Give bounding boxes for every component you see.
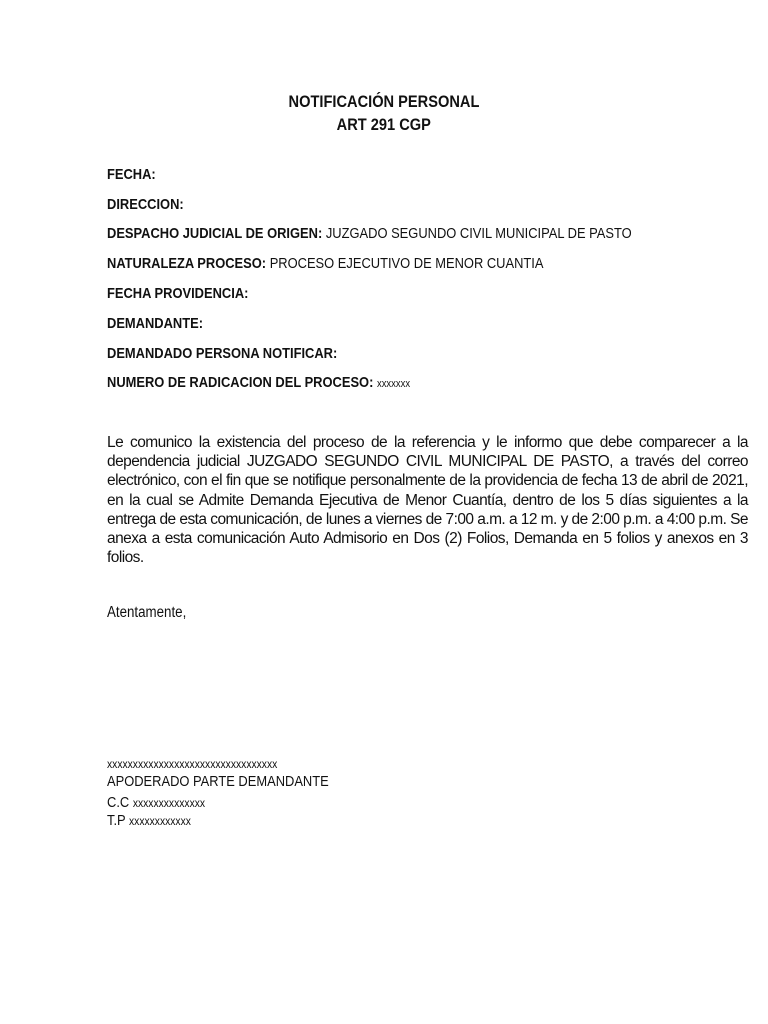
field-direccion <box>107 196 196 214</box>
signature-cc <box>107 794 221 812</box>
cc-label: C.C <box>107 794 130 811</box>
field-radicacion <box>107 374 459 393</box>
field-label: DEMANDANTE: <box>107 315 204 332</box>
title-line-1: NOTIFICACIÓN PERSONAL <box>288 92 480 111</box>
field-demandado <box>107 345 375 363</box>
tp-label: T.P <box>107 812 126 829</box>
field-label: DIRECCION: <box>107 196 184 213</box>
field-label: FECHA: <box>107 166 156 183</box>
field-despacho <box>107 225 717 243</box>
closing-label: Atentamente, <box>107 604 187 621</box>
document-title <box>0 92 768 112</box>
field-label: NATURALEZA PROCESO: <box>107 255 267 272</box>
field-naturaleza <box>107 255 615 273</box>
field-label: DEMANDADO PERSONA NOTIFICAR: <box>107 345 338 362</box>
signature-placeholder: xxxxxxxxxxxxxxxxxxxxxxxxxxxxxxxxx <box>107 757 278 771</box>
signature-tp <box>107 812 205 830</box>
closing-text <box>107 604 199 622</box>
document-subtitle <box>0 115 768 135</box>
signature-line <box>107 755 305 773</box>
field-label: DESPACHO JUDICIAL DE ORIGEN: <box>107 225 323 242</box>
title-line-2: ART 291 CGP <box>336 115 432 134</box>
signature-role <box>107 773 365 791</box>
field-demandante <box>107 315 219 333</box>
field-value: xxxxxxx <box>376 378 411 390</box>
field-fecha <box>107 166 164 184</box>
signature-role-text: APODERADO PARTE DEMANDANTE <box>107 773 329 790</box>
field-label: NUMERO DE RADICACION DEL PROCESO: <box>107 374 374 391</box>
field-value: JUZGADO SEGUNDO CIVIL MUNICIPAL DE PASTO <box>325 225 632 242</box>
field-value: PROCESO EJECUTIVO DE MENOR CUANTIA <box>269 255 544 272</box>
notification-body: Le comunico la existencia del proceso de la referencia y le informo que debe comparecer a la dependencia judicial JUZGADO SEGUNDO CIVIL MUNICIPAL DE PASTO, a través del correo electrónico, con el fin que se notifique personalmente de la providencia de fecha 13 de abril de 2021, en la cual se Admite Demanda Ejecutiva de Menor Cuantía, dentro de los 5 días siguientes a la entrega de esta comunicación, de lunes a viernes de 7:00 a.m. a 12 m. y de 2:00 p.m. a 4:00 p.m. Se anexa a esta comunicación Auto Admisorio en Dos (2) Folios, Demanda en 5 folios y anexos en 3 folios. <box>107 434 748 567</box>
tp-value: xxxxxxxxxxxx <box>128 814 191 828</box>
field-label: FECHA PROVIDENCIA: <box>107 285 249 302</box>
field-fecha-providencia <box>107 285 271 303</box>
cc-value: xxxxxxxxxxxxxx <box>132 796 206 810</box>
